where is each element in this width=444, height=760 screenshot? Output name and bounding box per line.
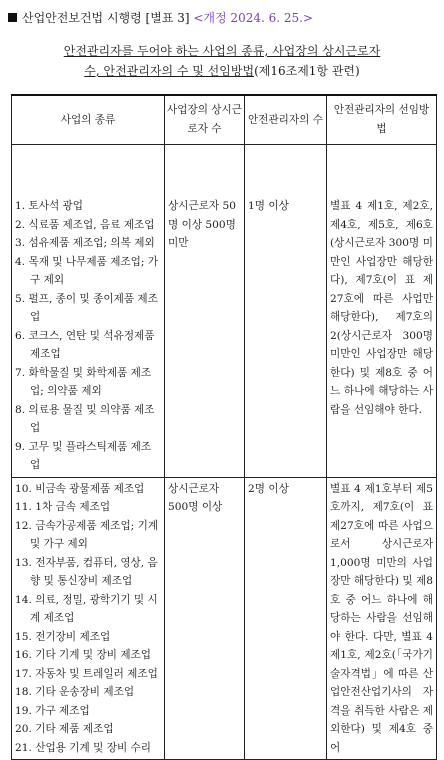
page-title-line2: 수, 안전관리자의 수 및 선임방법(제16조제1항 관련) — [84, 64, 360, 78]
table-row — [12, 145, 437, 478]
workers-cell: 상시근로자 500명 이상 — [165, 477, 245, 760]
page-title-line1: 안전관리자를 두어야 하는 사업의 종류, 사업장의 상시근로자 — [63, 44, 381, 58]
safety-manager-table — [11, 94, 437, 760]
black-square-icon — [8, 13, 17, 22]
method-cell: 별표 4 제1호부터 제5호까지, 제7호(이 표 제27호에 따른 사업으로서 상시근로자 1,000명 미만의 사업장만 해당한다) 및 제8호 중 어느 하나에 해당하는 사람을 선임해야 한다. 다만, 별표 4 제1호, 제2호(「국가기술자격법」에 따른 산업안전산업기사의 자격을 취득한 사람은 제외한다) 및 제4호 중 어 — [327, 477, 437, 760]
revision-note: <개정 2024. 6. 25.> — [193, 11, 313, 25]
method-cell: 별표 4 제1호, 제2호, 제4호, 제5호, 제6호(상시근로자 300명 미만인 사업장만 해당한다), 제7호(이 표 제27호에 따른 사업만 해당한다), 제7호의2(상시근로자 300명 미만인 사업장만 해당한다) 및 제8호 중 어느 하나에 해당하는 사람을 선임해야 한다. — [327, 145, 437, 478]
header-count: 안전관리자의 수 — [245, 95, 327, 145]
workers-cell: 상시근로자 50명 이상 500명 미만 — [165, 145, 245, 478]
header-method: 안전관리자의 선임방법 — [327, 95, 437, 145]
industry-list: 1. 토사석 광업 2. 식료품 제조업, 음료 제조업 3. 섬유제품 제조업; 의복 제외 4. 목재 및 나무제품 제조업; 가구 제외 5. 펄프, 종이 및 종이제품 제조업 6. 코크스, 연탄 및 석유정제품 제조업 7. 화학물질 및 화학제품 제조업; 의약품 제외 8. 의료용 물질 및 의약품 제조업 9. 고무 및 플라스틱제품 제조업 — [12, 145, 165, 478]
document-header — [8, 9, 313, 26]
table-header-row — [12, 95, 437, 145]
header-workers: 사업장의 상시근로자 수 — [165, 95, 245, 145]
header-text: 산업안전보건법 시행령 [별표 3] — [22, 11, 190, 25]
header-industry: 사업의 종류 — [12, 95, 165, 145]
count-cell: 2명 이상 — [245, 477, 327, 760]
industry-list: 10. 비금속 광물제품 제조업 11. 1차 금속 제조업 12. 금속가공제품 제조업; 기계 및 가구 제외 13. 전자부품, 컴퓨터, 영상, 음향 및 통신장비 제조업 14. 의료, 정밀, 광학기기 및 시계 제조업 15. 전기장비 제조업 16. 기타 기계 및 장비 제조업 17. 자동차 및 트레일러 제조업 18. 기타 운송장비 제조업 19. 가구 제조업 20. 기타 제품 제조업 21. 산업용 기계 및 장비 수리 — [12, 477, 165, 760]
table-row — [12, 477, 437, 760]
count-cell: 1명 이상 — [245, 145, 327, 478]
